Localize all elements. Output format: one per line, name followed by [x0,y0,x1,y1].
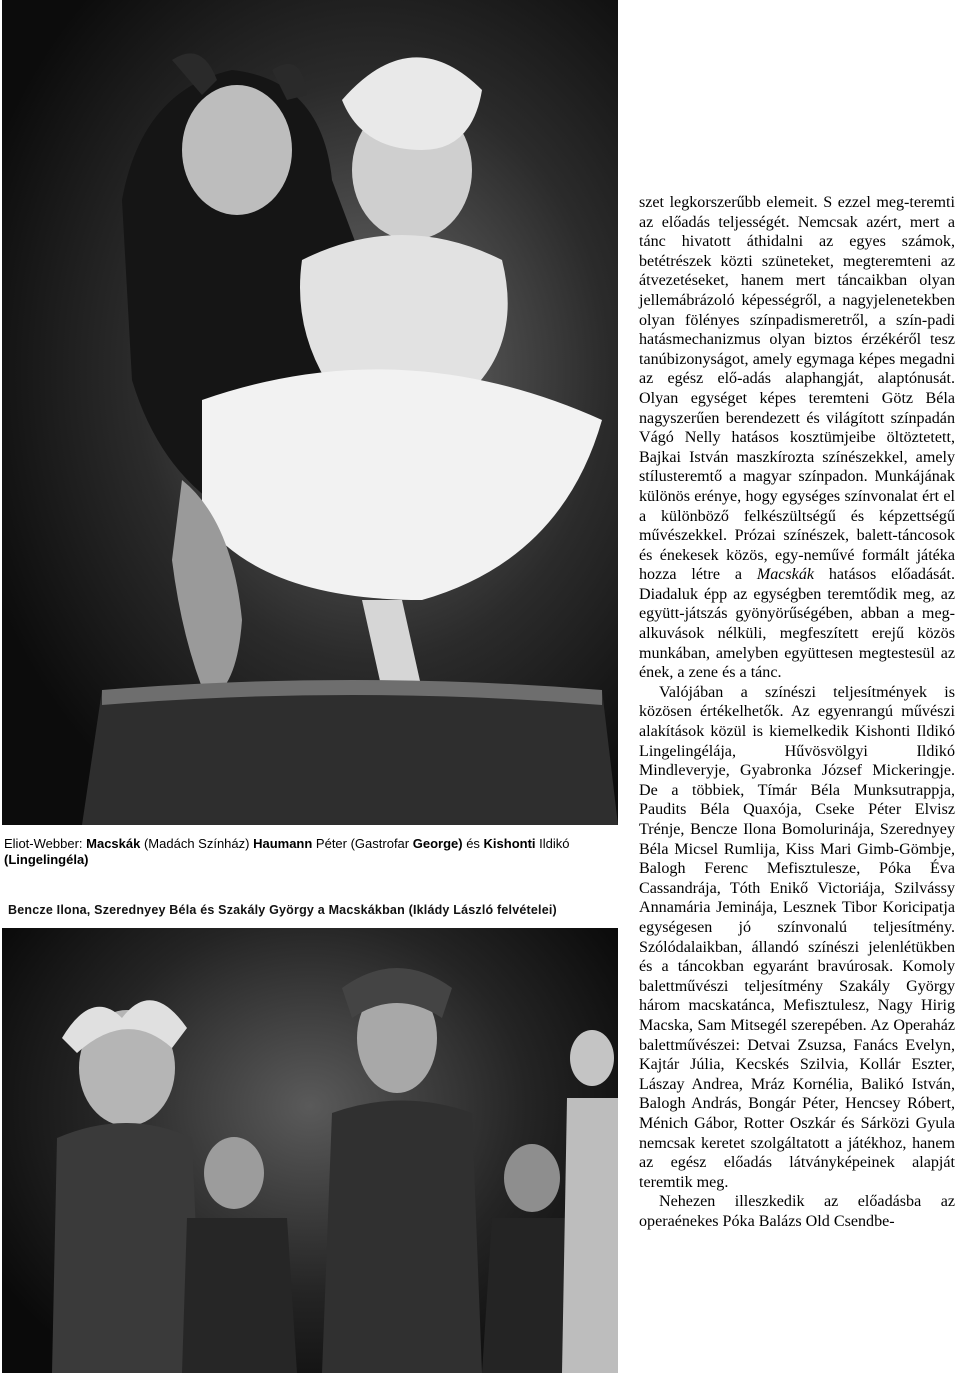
photo-caption-bottom: Bencze Ilona, Szerednyey Béla és Szakály György a Macskákban (Iklády László felvételei) [8,903,557,917]
stage-photo-top-drawing [2,0,618,825]
article-paragraph-3: Nehezen illeszkedik az előadásba az operaénekes Póka Balázs Old Csendbe- [639,1193,955,1230]
photo-haumann-kishonti [2,0,618,825]
photo-caption-top: Eliot-Webber: Macskák (Madách Színház) Haumann Péter (Gastrofar George) és Kishonti Ildikó (Lingelingéla) [4,836,570,867]
photo-ensemble [2,928,618,1373]
stage-photo-bottom-drawing [2,928,618,1373]
article-text-column [639,193,955,1231]
article-paragraph-1: szet legkorszerűbb elemeit. S ezzel meg-teremti az előadás teljességét. Nemcsak azért, mert a tánc hivatott áthidalni az egyes számok, betétrészek közti szüneteket, megteremteni az átvezetéseket, hanem mert táncaikban olyan jellemábrázoló képességről, a nagyjelenetekben olyan fölényes színpadismeretről, a szín-padi hatásmechanizmus olyan biztos érzékéről tesz tanúbizonyságot, amely egymaga képes megadni az egész elő-adás alaphangját, alaptónusát. Olyan egységet képes teremteni Götz Béla nagyszerűen berendezett és világított színpadán Vágó Nelly hatásos kosztümjeibe öltöztetett, Bajkai István maszkírozta színészekkel, amely stílusteremtő a magyar színpadon. Munkájának különös erénye, hogy egységes színvonalat ért el a különböző felkészültségű és képzettségű művészekkel. Prózai színészek, balett-táncosok és énekesek közös, egy-neművé formált játéka hozza létre a Macskák hatásos előadását. Diadaluk épp az egységben teremtődik meg, az együtt-játszás gyönyörűségében, abban a meg-alkuvások nélküli, megfeszített erejű közös munkában, amelyben együttesen megtestesül az ének, a zene és a tánc. [639,194,955,682]
article-paragraph-2: Valójában a színészi teljesítmények is közösen értékelhetők. Az egyenrangú művészi alakítások közül is kiemelkedik Kishonti Ildikó Lingelingélája, Hűvösvölgyi Ildikó Mindleveryje, Gyabronka József Mickeringje. De a többiek, Tímár Béla Munksutrappja, Paudits Béla Quaxója, Cseke Péter Elvisz Trénje, Bencze Ilona Bomolurinája, Szerednyey Béla Micsel Rumlija, Kiss Mari Gimb-Gömbje, Balogh Ferenc Mefisztulesze, Póka Éva Cassandrája, Tóth Enikő Victoriája, Szilvássy Annamária Jeminája, Lesznek Tibor Koricipatja egységesen jó színvonalú teljesítmény. Szólódalaikban, állandó színészi jelenlétükben és a táncokban egyaránt bravúrosak. Komoly balettművészi teljesítmény Szakály György három macskatánca, Mefisztulesz, Nagy Hirig Macska, Sam Mitsegél szerepében. Az Operaház balettművészei: Detvai Zsuzsa, Fanács Evelyn, Kajtár Júlia, Kecskés Szilvia, Kollár Eszter, Lászay Andrea, Mráz Kornélia, Balikó István, Balogh András, Bongár Péter, Hencsey Róbert, Ménich Gábor, Rotter Oszkár és Sárközi Gyula nemcsak keretet szolgáltatott a játékhoz, hanem az egész előadás látványképeinek alapját teremtik meg. [639,683,955,1191]
